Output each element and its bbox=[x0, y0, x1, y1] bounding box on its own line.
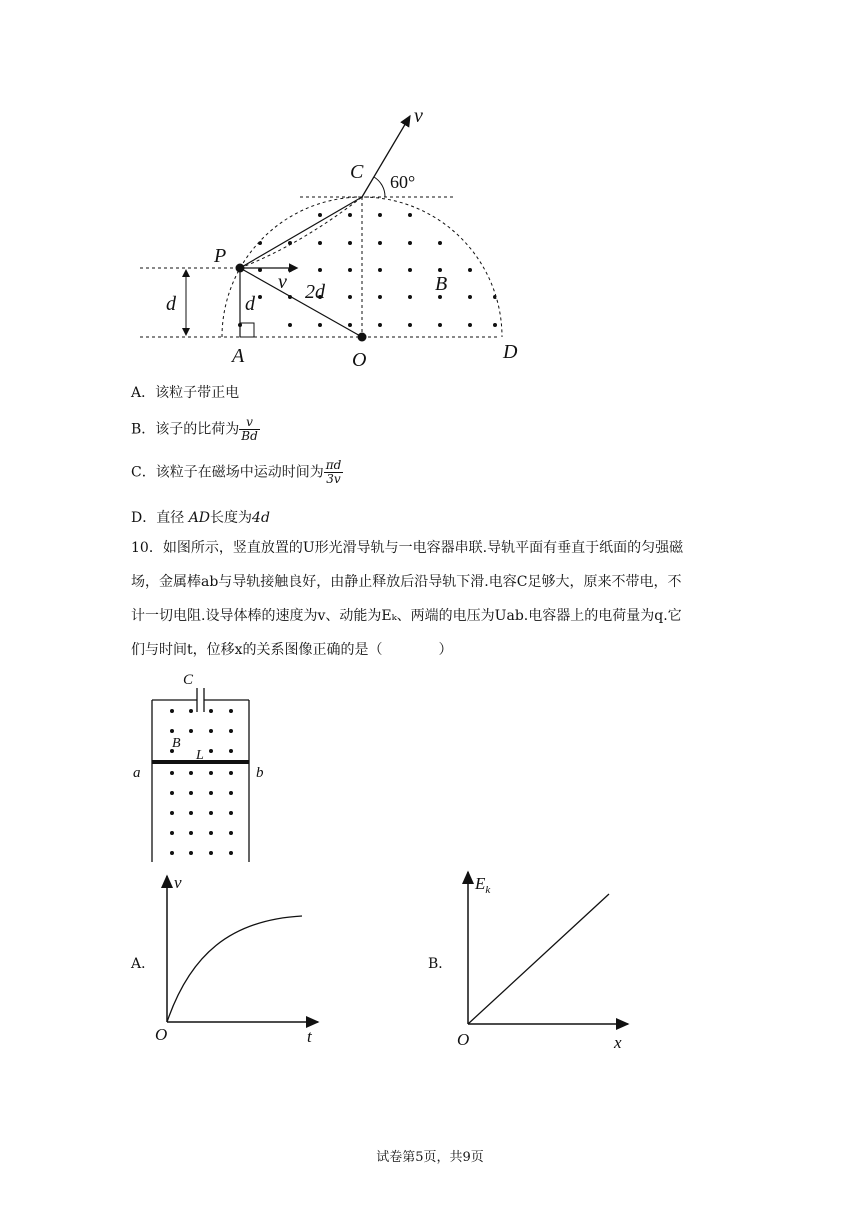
svg-text:d: d bbox=[245, 293, 255, 315]
svg-text:L: L bbox=[196, 748, 204, 763]
q10-line4: 们与时间t，位移x的关系图像正确的是（ ） bbox=[131, 642, 453, 658]
svg-text:b: b bbox=[256, 765, 264, 781]
graph-b-ek-x bbox=[450, 864, 640, 1054]
field-dots-2 bbox=[170, 709, 233, 855]
svg-text:t: t bbox=[307, 1027, 312, 1046]
svg-text:Ek: $E_k$ bbox=[475, 874, 491, 896]
q10-line2: 场，金属棒ab与导轨接触良好，由静止释放后沿导轨下滑.电容C足够大，原来不带电，不 bbox=[131, 574, 682, 590]
option-c: C．该粒子在磁场中运动时间为 $\frac{\pi d}{3v}$ bbox=[131, 458, 342, 486]
svg-text:v: v bbox=[414, 105, 423, 127]
svg-text:x: x bbox=[614, 1033, 622, 1052]
graph-a-label: A． bbox=[131, 956, 156, 972]
svg-text:D: D bbox=[503, 341, 518, 363]
point-o bbox=[358, 333, 367, 342]
fraction-v-over-bd: $\frac{v}{Bd}$ bbox=[241, 415, 258, 443]
svg-text:v: v bbox=[174, 873, 182, 892]
svg-text:2d: 2d bbox=[305, 281, 325, 303]
svg-text:A: A bbox=[232, 345, 245, 367]
svg-text:O: O bbox=[457, 1030, 470, 1049]
curve-v-t bbox=[167, 916, 302, 1022]
field-dots bbox=[238, 213, 497, 327]
svg-text:O: O bbox=[352, 349, 367, 371]
q10-line3: 计一切电阻.设导体棒的速度为v、动能为Eₖ、两端的电压为Uab.电容器上的电荷量为q.它 bbox=[131, 608, 682, 624]
figure-u-rail bbox=[125, 665, 275, 865]
option-a: A．该粒子带正电 bbox=[131, 385, 240, 401]
svg-text:O: O bbox=[155, 1025, 168, 1044]
svg-text:d: d bbox=[166, 293, 176, 315]
point-p bbox=[236, 264, 245, 273]
svg-text:v: v bbox=[278, 271, 287, 293]
question-10 bbox=[131, 531, 831, 667]
option-b: B．该子的比荷为 $\frac{v}{Bd}$ bbox=[131, 415, 258, 443]
svg-text:B: B bbox=[172, 736, 181, 751]
svg-text:C: C bbox=[350, 161, 364, 183]
line-ek-x bbox=[468, 894, 609, 1024]
svg-text:a: a bbox=[133, 765, 141, 781]
graph-a-v-t bbox=[150, 868, 330, 1048]
option-d: D．直径 AD长度为4d bbox=[131, 510, 270, 526]
graph-b-label: B． bbox=[428, 956, 453, 972]
page-footer: 试卷第5页，共9页 bbox=[376, 1150, 484, 1165]
fraction-pid-over-3v: $\frac{\pi d}{3v}$ bbox=[325, 458, 342, 486]
svg-text:60°: 60° bbox=[390, 172, 416, 192]
svg-text:B: B bbox=[435, 273, 448, 295]
svg-text:P: P bbox=[214, 245, 227, 267]
svg-text:C: C bbox=[183, 672, 194, 688]
q10-line1: 10．如图所示，竖直放置的U形光滑导轨与一电容器串联.导轨平面有垂直于纸面的匀强磁 bbox=[131, 540, 684, 556]
figure-semicircle-field bbox=[130, 100, 540, 380]
